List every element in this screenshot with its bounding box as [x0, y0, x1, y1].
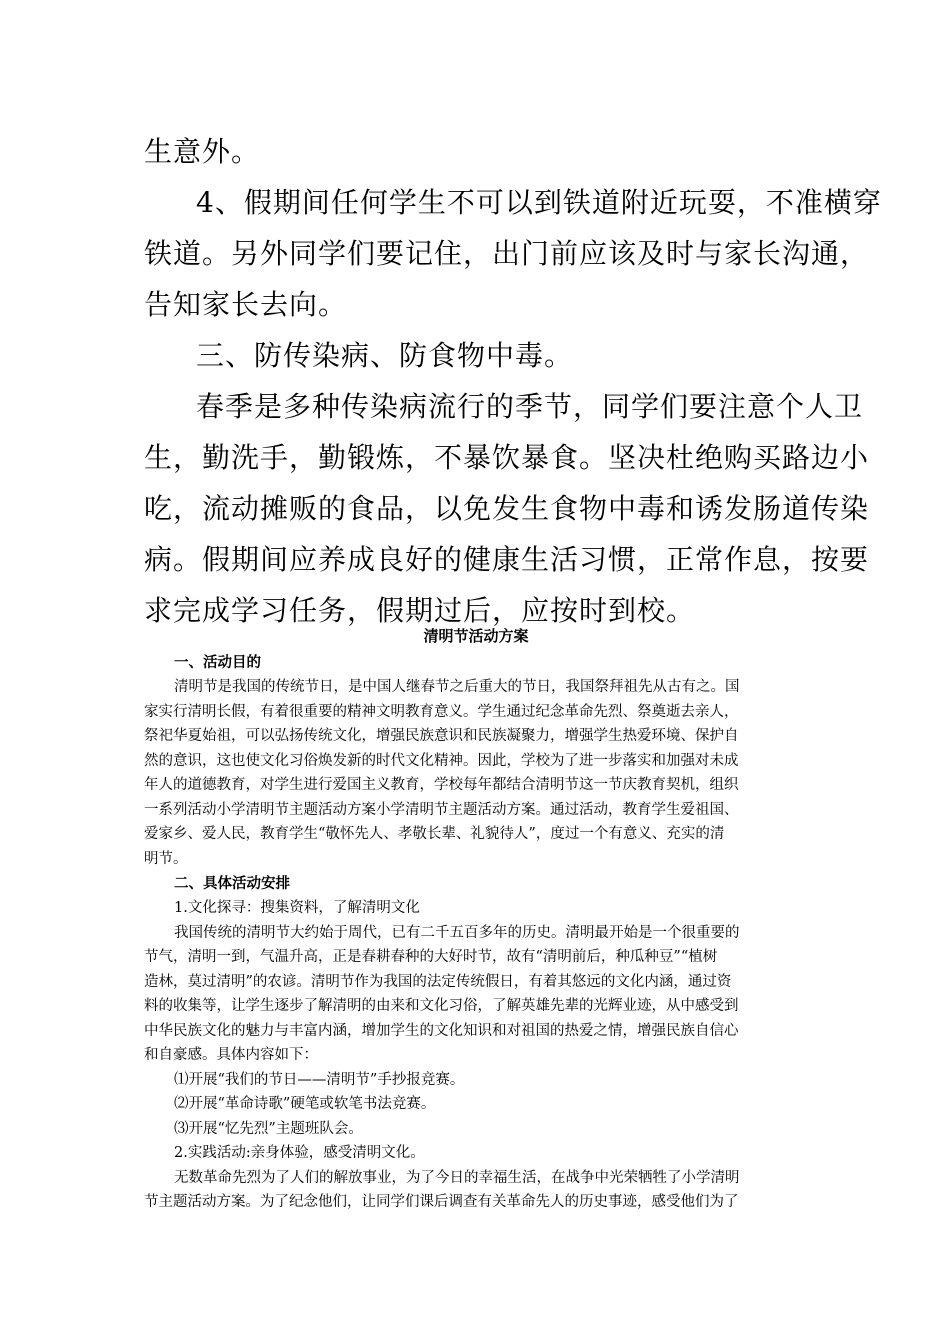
large-text-section: [144, 126, 882, 636]
section-purpose-body: [144, 675, 808, 871]
paragraph-line: 节气，清明一到，气温升高，正是春耕春种的大好时节，故有“清明前后，种瓜种豆”“植树: [144, 949, 718, 965]
section-arrangement-body: [144, 896, 808, 1215]
paragraph-line: 明节。: [144, 850, 188, 867]
paragraph-line: ⑵开展“革命诗歌”硬笔或软笔书法竞赛。: [174, 1096, 436, 1112]
paragraph-line: 料的收集等，让学生逐步了解清明的由来和文化习俗，了解英雄先辈的光辉业迹，从中感受到: [144, 998, 739, 1014]
paragraph-line: 然的意识，这也使文化习俗焕发新的时代文化精神。因此，学校为了进一步落实和加强对未成: [144, 752, 739, 769]
text-line: 春季是多种传染病流行的季节，同学们要注意个人卫: [196, 390, 864, 423]
section-heading-arrangement: 二、具体活动安排: [174, 875, 290, 892]
paragraph-line: 我国传统的清明节大约始于周代，已有二千五百多年的历史。清明最开始是一个很重要的: [174, 924, 740, 941]
text-line: 铁道。另外同学们要记住，出门前应该及时与家长沟通，: [144, 237, 870, 270]
document-title: 清明节活动方案: [423, 627, 529, 645]
paragraph-line: 清明节是我国的传统节日，是中国人继春节之后重大的节日，我国祭拜祖先从古有之。国: [174, 679, 740, 695]
text-line: 求完成学习任务，假期过后，应按时到校。: [144, 594, 696, 627]
paragraph-line: 年人的道德教育，对学生进行爱国主义教育，学校每年都结合清明节这一节庆教育契机，组织: [144, 777, 739, 793]
paragraph-line: 爱家乡、爱人民，教育学生“敬怀先人、孝敬长辈、礼貌待人”，度过一个有意义、充实的清: [144, 826, 725, 842]
text-line: 吃，流动摊贩的食品，以免发生食物中毒和诱发肠道传染: [144, 492, 870, 525]
paragraph-line: 祭祀华夏始祖，可以弘扬传统文化，增强民族意识和民族凝聚力，增强学生热爱环境、保护自: [144, 728, 739, 744]
text-line: 告知家长去向。: [144, 288, 348, 321]
text-line: 三、防传染病、防食物中毒。: [196, 339, 574, 372]
activity-plan-section: [144, 624, 808, 1215]
text-line: 病。假期间应养成良好的健康生活习惯，正常作息，按要: [144, 543, 870, 576]
text-line: 生，勤洗手，勤锻炼，不暴饮暴食。坚决杜绝购买路边小: [144, 441, 870, 474]
paragraph-line: ⑶开展“忆先烈”主题班队会。: [174, 1120, 363, 1137]
paragraph-line: 造林，莫过清明”的农谚。清明节作为我国的法定传统假日，有着其悠远的文化内涵，通过资: [144, 973, 732, 990]
paragraph-line: 无数革命先烈为了人们的解放事业，为了今日的幸福生活，在战争中光荣牺牲了小学清明: [174, 1169, 740, 1186]
paragraph-line: 节主题活动方案。为了纪念他们，让同学们课后调查有关革命先人的历史事迹，感受他们为了: [144, 1194, 739, 1210]
section-heading-purpose: 一、活动目的: [174, 654, 261, 671]
paragraph-line: 1.文化探寻：搜集资料，了解清明文化: [174, 900, 420, 916]
paragraph-line: 2.实践活动:亲身体验，感受清明文化。: [174, 1145, 425, 1161]
text-line: 生意外。: [144, 135, 261, 168]
paragraph-line: 家实行清明长假，有着很重要的精神文明教育意义。学生通过纪念革命先烈、祭奠逝去亲人，: [144, 703, 739, 720]
paragraph-line: 中华民族文化的魅力与丰富内涵，增加学生的文化知识和对祖国的热爱之情，增强民族自信心: [144, 1022, 739, 1039]
paragraph-line: 和自豪感。具体内容如下：: [144, 1047, 318, 1063]
paragraph-line: 一系列活动小学清明节主题活动方案小学清明节主题活动方案。通过活动，教育学生爱祖国、: [144, 801, 739, 818]
text-line: 4、假期间任何学生不可以到铁道附近玩耍，不准横穿: [196, 186, 882, 219]
paragraph-line: ⑴开展“我们的节日——清明节”手抄报竞赛。: [174, 1071, 465, 1088]
